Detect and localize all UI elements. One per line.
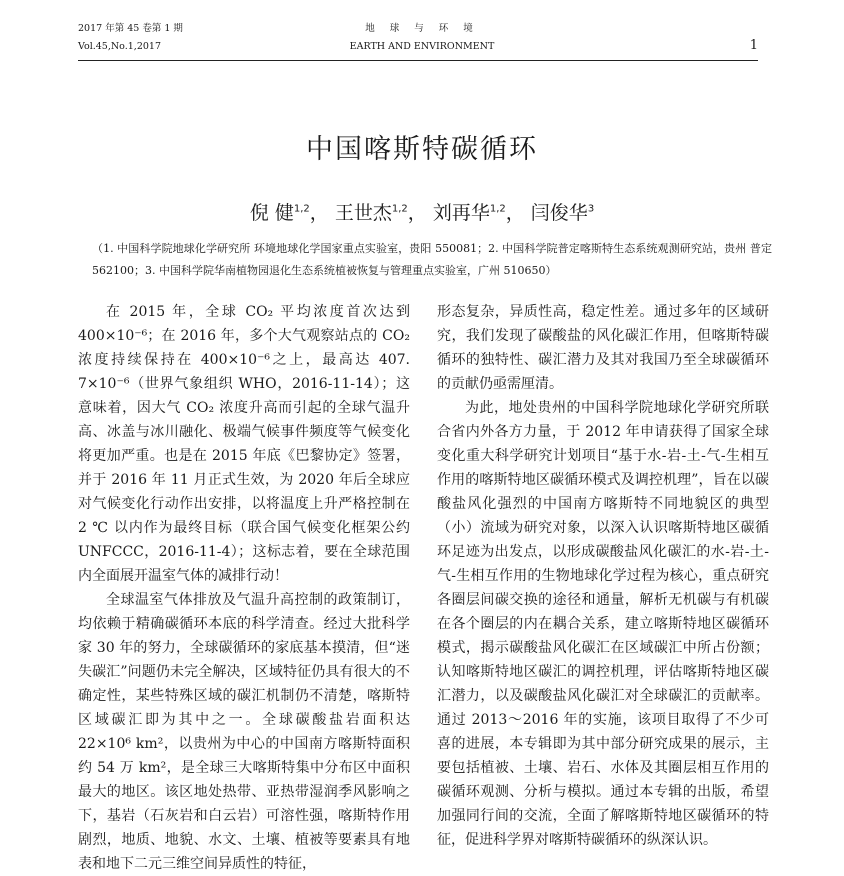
author: 闫俊华$^3$ <box>530 202 595 224</box>
affiliations: （1. 中国科学院地球化学研究所 环境地球化学国家重点实验室，贵阳 550081；2. 中国科学院普定喀斯特生态系统观测研究站，贵州 普定 562100；3. 中国科学院华南植物园退化生态系统植被恢复与管理重点实验室，广州 510650） <box>92 242 772 277</box>
paragraph: 全球温室气体排放及气温升高控制的政策制订，均依赖于精确碳循环本底的科学清查。经过大批科学家 30 年的努力，全球碳循环的家底基本摸清，但“迷失碳汇”问题仍未完全解决，区域特征仍具有很大的不确定性，某些特殊区域的碳汇机制仍不清楚，喀斯特区域碳汇即为其中之一。全球碳酸盐岩面积达 22×10⁶ km²，以贵州为中心的中国南方喀斯特面积约 54 万 km²，是全球三大喀斯特集中分布区中面积最大的地区。该区地处热带、亚热带湿润季风影响之下，基岩（石灰岩和白云岩）可溶性强，喀斯特作用剧烈，地质、地貌、水文、土壤、植被等要素具有地表和地下二元三维空间异质性的特征， <box>78 592 410 872</box>
author: 刘再华$^{1,2}$， <box>432 202 525 224</box>
paragraph: 在 2015 年，全球 CO₂ 平均浓度首次达到 400×10⁻⁶；在 2016 年，多个大气观察站点的 CO₂ 浓度持续保持在 400×10⁻⁶之上，最高达 407. 7×10⁻⁶（世界气象组织 WHO，2016-11-14）；这意味着，因大气 CO₂ 浓度升高而引起的全球气温升高、冰盖与冰川融化、极端气候事件频度等气候变化将更加严重。也是在 2015 年底《巴黎协定》签署，并于 2016 年 11 月正式生效，为 2020 年后全球应对气候变化行动作出安排，以将温度上升严格控制在 2 ℃ 以内作为最终目标（联合国气候变化框架公约 UNFCCC，2016-11-4）；这标志着，要在全球范围内全面展开温室气体的减排行动！ <box>78 304 410 584</box>
journal-name-en: EARTH AND ENVIRONMENT <box>349 41 495 52</box>
article-title: 中国喀斯特碳循环 <box>306 134 538 165</box>
author: 王世杰$^{1,2}$， <box>334 202 427 224</box>
paragraph: 形态复杂，异质性高，稳定性差。通过多年的区域研究，我们发现了碳酸盐的风化碳汇作用，但喀斯特碳循环的独特性、碳汇潜力及其对我国乃至全球碳循环的贡献仍亟需厘清。 <box>437 304 769 392</box>
body-column-right <box>437 300 769 852</box>
journal-name <box>0 20 844 56</box>
header-divider <box>78 60 758 61</box>
page-number: 1 <box>749 38 758 53</box>
author: 倪 健$^{1,2}$， <box>249 202 329 224</box>
author-list <box>0 198 844 225</box>
journal-name-cn: 地 球 与 环 境 <box>365 23 479 34</box>
issue-info-en: Vol.45,No.1,2017 <box>78 41 161 52</box>
issue-info-cn: 2017 年第 45 卷第 1 期 <box>78 23 183 34</box>
paragraph: 为此，地处贵州的中国科学院地球化学研究所联合省内外各方力量，于 2012 年申请获得了国家全球变化重大科学研究计划项目“基于水-岩-土-气-生相互作用的喀斯特地区碳循环模式及调控机理”，旨在以碳酸盐风化强烈的中国南方喀斯特不同地貌区的典型（小）流域为研究对象，以深入认识喀斯特地区碳循环足迹为出发点，以形成碳酸盐风化碳汇的水-岩-土-气-生相互作用的生物地球化学过程为核心，重点研究各圈层间碳交换的途径和通量，解析无机碳与有机碳在各个圈层的内在耦合关系，建立喀斯特地区碳循环模式，揭示碳酸盐风化碳汇在区域碳汇中所占份额；认知喀斯特地区碳汇的调控机理，评估喀斯特地区碳汇潜力，以及碳酸盐风化碳汇对全球碳汇的贡献率。通过 2013～2016 年的实施，该项目取得了不少可喜的进展，本专辑即为其中部分研究成果的展示，主要包括植被、土壤、岩石、水体及其圈层相互作用的碳循环观测、分析与模拟。通过本专辑的出版，希望加强同行间的交流，全面了解喀斯特地区碳循环的特征，促进科学界对喀斯特碳循环的纵深认识。 <box>437 400 769 848</box>
body-column-left <box>78 300 410 876</box>
